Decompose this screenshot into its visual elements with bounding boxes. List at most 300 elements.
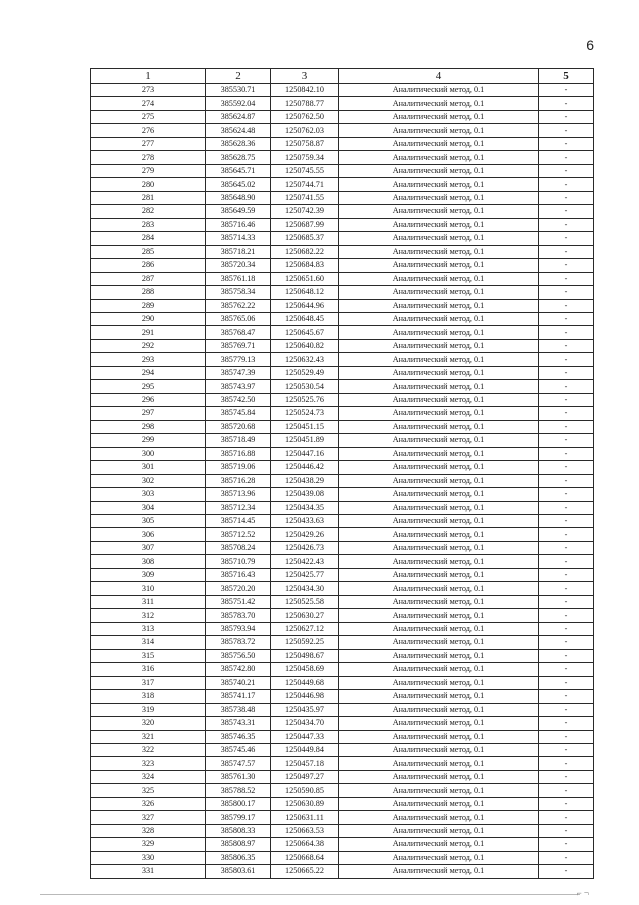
cell-x: 385645.71 [206, 164, 271, 177]
cell-method: Аналитический метод, 0.1 [339, 299, 539, 312]
cell-point-number: 329 [91, 838, 206, 851]
cell-method: Аналитический метод, 0.1 [339, 717, 539, 730]
table-row [91, 743, 594, 756]
cell-y: 1250631.11 [271, 811, 339, 824]
cell-description: - [539, 151, 594, 164]
table-row [91, 326, 594, 339]
cell-description: - [539, 312, 594, 325]
cell-description: - [539, 434, 594, 447]
cell-x: 385628.75 [206, 151, 271, 164]
cell-description: - [539, 272, 594, 285]
table-row [91, 97, 594, 110]
table-row [91, 784, 594, 797]
cell-description: - [539, 797, 594, 810]
cell-point-number: 320 [91, 717, 206, 730]
cell-x: 385742.80 [206, 663, 271, 676]
cell-point-number: 305 [91, 515, 206, 528]
cell-x: 385714.33 [206, 232, 271, 245]
cell-method: Аналитический метод, 0.1 [339, 366, 539, 379]
cell-y: 1250447.16 [271, 447, 339, 460]
cell-description: - [539, 851, 594, 864]
cell-y: 1250434.70 [271, 717, 339, 730]
cell-y: 1250630.89 [271, 797, 339, 810]
cell-y: 1250438.29 [271, 474, 339, 487]
cell-point-number: 306 [91, 528, 206, 541]
cell-y: 1250644.96 [271, 299, 339, 312]
cell-description: - [539, 636, 594, 649]
cell-x: 385716.46 [206, 218, 271, 231]
cell-method: Аналитический метод, 0.1 [339, 663, 539, 676]
cell-x: 385628.36 [206, 137, 271, 150]
table-row [91, 609, 594, 622]
table-row [91, 582, 594, 595]
cell-y: 1250651.60 [271, 272, 339, 285]
cell-x: 385762.22 [206, 299, 271, 312]
cell-x: 385645.02 [206, 178, 271, 191]
table-header-row [91, 69, 594, 84]
table-row [91, 838, 594, 851]
cell-point-number: 295 [91, 380, 206, 393]
cell-y: 1250648.12 [271, 286, 339, 299]
table-row [91, 218, 594, 231]
cell-y: 1250627.12 [271, 622, 339, 635]
cell-x: 385592.04 [206, 97, 271, 110]
cell-y: 1250745.55 [271, 164, 339, 177]
cell-y: 1250741.55 [271, 191, 339, 204]
table-row [91, 339, 594, 352]
cell-description: - [539, 259, 594, 272]
table-row [91, 555, 594, 568]
cell-point-number: 298 [91, 420, 206, 433]
cell-method: Аналитический метод, 0.1 [339, 528, 539, 541]
cell-point-number: 328 [91, 824, 206, 837]
cell-point-number: 324 [91, 770, 206, 783]
cell-x: 385530.71 [206, 84, 271, 97]
cell-description: - [539, 326, 594, 339]
cell-description: - [539, 609, 594, 622]
cell-method: Аналитический метод, 0.1 [339, 743, 539, 756]
cell-x: 385716.43 [206, 568, 271, 581]
cell-method: Аналитический метод, 0.1 [339, 84, 539, 97]
cell-point-number: 322 [91, 743, 206, 756]
cell-x: 385783.70 [206, 609, 271, 622]
cell-y: 1250684.83 [271, 259, 339, 272]
cell-y: 1250630.27 [271, 609, 339, 622]
cell-method: Аналитический метод, 0.1 [339, 420, 539, 433]
cell-x: 385761.30 [206, 770, 271, 783]
cell-method: Аналитический метод, 0.1 [339, 97, 539, 110]
cell-description: - [539, 124, 594, 137]
cell-method: Аналитический метод, 0.1 [339, 568, 539, 581]
table-row [91, 636, 594, 649]
column-header-y: 3 [271, 69, 339, 84]
table-row [91, 541, 594, 554]
cell-point-number: 319 [91, 703, 206, 716]
cell-y: 1250525.76 [271, 393, 339, 406]
cell-point-number: 283 [91, 218, 206, 231]
cell-point-number: 274 [91, 97, 206, 110]
cell-y: 1250632.43 [271, 353, 339, 366]
table-row [91, 110, 594, 123]
cell-point-number: 304 [91, 501, 206, 514]
cell-description: - [539, 420, 594, 433]
cell-description: - [539, 743, 594, 756]
cell-description: - [539, 353, 594, 366]
table-row [91, 851, 594, 864]
cell-x: 385765.06 [206, 312, 271, 325]
cell-point-number: 316 [91, 663, 206, 676]
table-row [91, 178, 594, 191]
cell-description: - [539, 622, 594, 635]
cell-description: - [539, 299, 594, 312]
cell-y: 1250640.82 [271, 339, 339, 352]
cell-x: 385743.97 [206, 380, 271, 393]
footer-divider [40, 894, 580, 895]
cell-point-number: 301 [91, 461, 206, 474]
cell-point-number: 308 [91, 555, 206, 568]
table-row [91, 568, 594, 581]
cell-x: 385712.34 [206, 501, 271, 514]
cell-y: 1250524.73 [271, 407, 339, 420]
cell-x: 385761.18 [206, 272, 271, 285]
cell-description: - [539, 838, 594, 851]
cell-description: - [539, 84, 594, 97]
cell-y: 1250665.22 [271, 865, 339, 878]
cell-x: 385713.96 [206, 488, 271, 501]
cell-method: Аналитический метод, 0.1 [339, 609, 539, 622]
cell-method: Аналитический метод, 0.1 [339, 434, 539, 447]
table-row [91, 447, 594, 460]
cell-method: Аналитический метод, 0.1 [339, 353, 539, 366]
cell-description: - [539, 757, 594, 770]
cell-x: 385769.71 [206, 339, 271, 352]
cell-point-number: 293 [91, 353, 206, 366]
table-row [91, 84, 594, 97]
cell-y: 1250458.69 [271, 663, 339, 676]
cell-method: Аналитический метод, 0.1 [339, 488, 539, 501]
coordinates-table [90, 68, 594, 879]
cell-y: 1250446.42 [271, 461, 339, 474]
cell-description: - [539, 595, 594, 608]
cell-y: 1250449.84 [271, 743, 339, 756]
cell-x: 385624.87 [206, 110, 271, 123]
cell-x: 385779.13 [206, 353, 271, 366]
cell-method: Аналитический метод, 0.1 [339, 461, 539, 474]
cell-point-number: 280 [91, 178, 206, 191]
cell-x: 385747.57 [206, 757, 271, 770]
cell-y: 1250788.77 [271, 97, 339, 110]
table-row [91, 757, 594, 770]
cell-description: - [539, 730, 594, 743]
table-row [91, 474, 594, 487]
table-row [91, 366, 594, 379]
cell-description: - [539, 380, 594, 393]
cell-description: - [539, 97, 594, 110]
cell-method: Аналитический метод, 0.1 [339, 286, 539, 299]
cell-point-number: 307 [91, 541, 206, 554]
cell-method: Аналитический метод, 0.1 [339, 245, 539, 258]
cell-x: 385758.34 [206, 286, 271, 299]
cell-method: Аналитический метод, 0.1 [339, 865, 539, 878]
cell-method: Аналитический метод, 0.1 [339, 124, 539, 137]
cell-description: - [539, 164, 594, 177]
cell-point-number: 284 [91, 232, 206, 245]
cell-y: 1250685.37 [271, 232, 339, 245]
cell-description: - [539, 703, 594, 716]
cell-description: - [539, 555, 594, 568]
table-row [91, 703, 594, 716]
cell-y: 1250758.87 [271, 137, 339, 150]
cell-x: 385806.35 [206, 851, 271, 864]
table-row [91, 797, 594, 810]
cell-method: Аналитический метод, 0.1 [339, 393, 539, 406]
cell-description: - [539, 501, 594, 514]
cell-x: 385793.94 [206, 622, 271, 635]
cell-x: 385718.21 [206, 245, 271, 258]
cell-y: 1250425.77 [271, 568, 339, 581]
cell-method: Аналитический метод, 0.1 [339, 312, 539, 325]
cell-method: Аналитический метод, 0.1 [339, 137, 539, 150]
cell-y: 1250451.15 [271, 420, 339, 433]
cell-description: - [539, 191, 594, 204]
cell-description: - [539, 582, 594, 595]
cell-y: 1250525.58 [271, 595, 339, 608]
cell-description: - [539, 218, 594, 231]
cell-point-number: 289 [91, 299, 206, 312]
cell-description: - [539, 811, 594, 824]
cell-method: Аналитический метод, 0.1 [339, 636, 539, 649]
table-row [91, 595, 594, 608]
cell-x: 385751.42 [206, 595, 271, 608]
cell-x: 385741.17 [206, 690, 271, 703]
cell-method: Аналитический метод, 0.1 [339, 838, 539, 851]
cell-x: 385708.24 [206, 541, 271, 554]
cell-y: 1250439.08 [271, 488, 339, 501]
cell-description: - [539, 784, 594, 797]
cell-y: 1250435.97 [271, 703, 339, 716]
cell-point-number: 281 [91, 191, 206, 204]
cell-description: - [539, 488, 594, 501]
cell-x: 385745.84 [206, 407, 271, 420]
cell-x: 385714.45 [206, 515, 271, 528]
cell-description: - [539, 245, 594, 258]
cell-point-number: 326 [91, 797, 206, 810]
cell-method: Аналитический метод, 0.1 [339, 757, 539, 770]
cell-x: 385803.61 [206, 865, 271, 878]
table-row [91, 434, 594, 447]
cell-method: Аналитический метод, 0.1 [339, 582, 539, 595]
cell-method: Аналитический метод, 0.1 [339, 690, 539, 703]
page-number: 6 [586, 37, 594, 53]
table-row [91, 124, 594, 137]
cell-x: 385788.52 [206, 784, 271, 797]
cell-description: - [539, 232, 594, 245]
cell-method: Аналитический метод, 0.1 [339, 205, 539, 218]
cell-description: - [539, 865, 594, 878]
cell-point-number: 282 [91, 205, 206, 218]
cell-x: 385808.33 [206, 824, 271, 837]
cell-point-number: 327 [91, 811, 206, 824]
cell-description: - [539, 717, 594, 730]
cell-y: 1250433.63 [271, 515, 339, 528]
cell-x: 385624.48 [206, 124, 271, 137]
table-row [91, 137, 594, 150]
table-row [91, 770, 594, 783]
cell-description: - [539, 515, 594, 528]
cell-y: 1250451.89 [271, 434, 339, 447]
cell-method: Аналитический метод, 0.1 [339, 326, 539, 339]
cell-y: 1250645.67 [271, 326, 339, 339]
cell-description: - [539, 286, 594, 299]
cell-description: - [539, 393, 594, 406]
cell-point-number: 325 [91, 784, 206, 797]
cell-description: - [539, 568, 594, 581]
cell-point-number: 303 [91, 488, 206, 501]
cell-y: 1250759.34 [271, 151, 339, 164]
cell-point-number: 288 [91, 286, 206, 299]
cell-x: 385710.79 [206, 555, 271, 568]
cell-method: Аналитический метод, 0.1 [339, 164, 539, 177]
cell-description: - [539, 339, 594, 352]
cell-description: - [539, 205, 594, 218]
table-row [91, 151, 594, 164]
table-row [91, 811, 594, 824]
cell-description: - [539, 824, 594, 837]
cell-point-number: 318 [91, 690, 206, 703]
cell-x: 385718.49 [206, 434, 271, 447]
scan-mark: ⌐ ¬ [576, 888, 589, 898]
cell-point-number: 297 [91, 407, 206, 420]
cell-y: 1250842.10 [271, 84, 339, 97]
cell-method: Аналитический метод, 0.1 [339, 110, 539, 123]
cell-point-number: 309 [91, 568, 206, 581]
cell-description: - [539, 541, 594, 554]
cell-method: Аналитический метод, 0.1 [339, 851, 539, 864]
cell-method: Аналитический метод, 0.1 [339, 824, 539, 837]
cell-point-number: 330 [91, 851, 206, 864]
cell-point-number: 323 [91, 757, 206, 770]
cell-point-number: 285 [91, 245, 206, 258]
cell-y: 1250457.18 [271, 757, 339, 770]
cell-point-number: 273 [91, 84, 206, 97]
cell-y: 1250447.33 [271, 730, 339, 743]
cell-x: 385716.28 [206, 474, 271, 487]
column-header-x: 2 [206, 69, 271, 84]
cell-method: Аналитический метод, 0.1 [339, 474, 539, 487]
table-row [91, 312, 594, 325]
cell-method: Аналитический метод, 0.1 [339, 703, 539, 716]
cell-y: 1250664.38 [271, 838, 339, 851]
cell-description: - [539, 110, 594, 123]
table-row [91, 353, 594, 366]
cell-point-number: 317 [91, 676, 206, 689]
cell-point-number: 314 [91, 636, 206, 649]
cell-y: 1250687.99 [271, 218, 339, 231]
cell-point-number: 294 [91, 366, 206, 379]
cell-method: Аналитический метод, 0.1 [339, 649, 539, 662]
cell-y: 1250744.71 [271, 178, 339, 191]
table-row [91, 380, 594, 393]
cell-y: 1250426.73 [271, 541, 339, 554]
cell-y: 1250529.49 [271, 366, 339, 379]
cell-point-number: 276 [91, 124, 206, 137]
column-header-description: 5 [539, 69, 594, 84]
cell-description: - [539, 447, 594, 460]
cell-y: 1250429.26 [271, 528, 339, 541]
cell-method: Аналитический метод, 0.1 [339, 676, 539, 689]
table-row [91, 676, 594, 689]
cell-point-number: 296 [91, 393, 206, 406]
cell-method: Аналитический метод, 0.1 [339, 218, 539, 231]
cell-point-number: 311 [91, 595, 206, 608]
cell-method: Аналитический метод, 0.1 [339, 339, 539, 352]
cell-method: Аналитический метод, 0.1 [339, 259, 539, 272]
cell-point-number: 302 [91, 474, 206, 487]
cell-x: 385800.17 [206, 797, 271, 810]
cell-method: Аналитический метод, 0.1 [339, 784, 539, 797]
cell-method: Аналитический метод, 0.1 [339, 501, 539, 514]
cell-method: Аналитический метод, 0.1 [339, 515, 539, 528]
cell-description: - [539, 528, 594, 541]
cell-method: Аналитический метод, 0.1 [339, 151, 539, 164]
cell-x: 385649.59 [206, 205, 271, 218]
table-row [91, 717, 594, 730]
cell-y: 1250434.35 [271, 501, 339, 514]
table-row [91, 622, 594, 635]
table-row [91, 528, 594, 541]
cell-method: Аналитический метод, 0.1 [339, 730, 539, 743]
table-row [91, 824, 594, 837]
cell-y: 1250497.27 [271, 770, 339, 783]
cell-description: - [539, 663, 594, 676]
cell-y: 1250446.98 [271, 690, 339, 703]
cell-y: 1250762.50 [271, 110, 339, 123]
cell-method: Аналитический метод, 0.1 [339, 272, 539, 285]
cell-x: 385719.06 [206, 461, 271, 474]
cell-method: Аналитический метод, 0.1 [339, 797, 539, 810]
cell-x: 385720.20 [206, 582, 271, 595]
cell-description: - [539, 676, 594, 689]
cell-point-number: 277 [91, 137, 206, 150]
cell-x: 385740.21 [206, 676, 271, 689]
cell-point-number: 290 [91, 312, 206, 325]
cell-point-number: 313 [91, 622, 206, 635]
cell-point-number: 275 [91, 110, 206, 123]
cell-point-number: 287 [91, 272, 206, 285]
cell-point-number: 299 [91, 434, 206, 447]
table-row [91, 501, 594, 514]
cell-point-number: 278 [91, 151, 206, 164]
cell-y: 1250592.25 [271, 636, 339, 649]
cell-y: 1250422.43 [271, 555, 339, 568]
cell-y: 1250498.67 [271, 649, 339, 662]
cell-method: Аналитический метод, 0.1 [339, 191, 539, 204]
cell-x: 385720.34 [206, 259, 271, 272]
column-header-method: 4 [339, 69, 539, 84]
cell-x: 385712.52 [206, 528, 271, 541]
table-row [91, 730, 594, 743]
cell-x: 385738.48 [206, 703, 271, 716]
cell-method: Аналитический метод, 0.1 [339, 407, 539, 420]
cell-description: - [539, 178, 594, 191]
table-row [91, 299, 594, 312]
table-row [91, 245, 594, 258]
table-row [91, 488, 594, 501]
cell-point-number: 291 [91, 326, 206, 339]
cell-method: Аналитический метод, 0.1 [339, 178, 539, 191]
cell-description: - [539, 474, 594, 487]
column-header-point-number: 1 [91, 69, 206, 84]
